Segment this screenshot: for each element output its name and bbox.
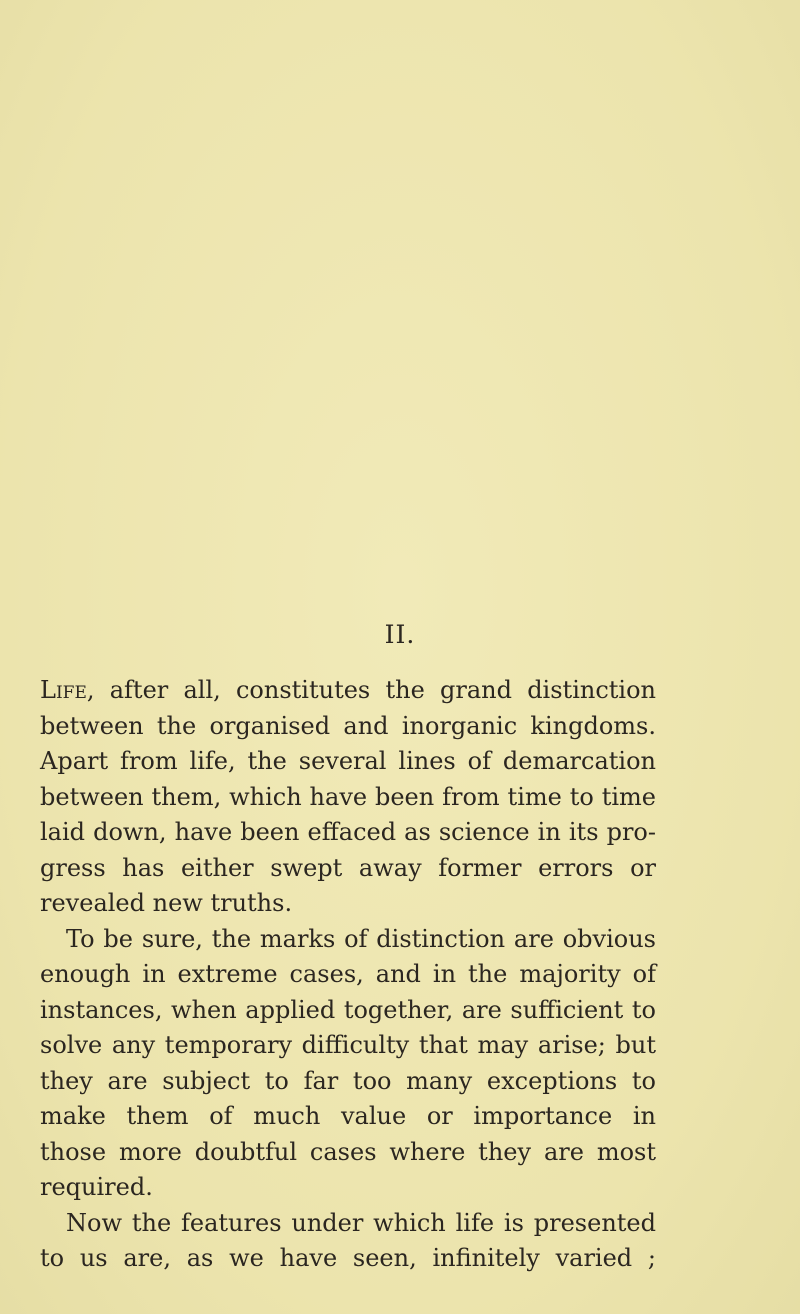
- text-line-2: between the organised and inorganic kingdoms.: [40, 711, 656, 740]
- text-line-7: revealed new truths.: [40, 889, 293, 917]
- text-line-11: solve any temporary difficulty that may arise; but: [40, 1031, 656, 1059]
- text-line-8: To be sure, the marks of distinction are obvious: [66, 924, 656, 953]
- text-line-5: laid down, have been effaced as science in its pro-: [40, 818, 656, 846]
- body-text: [40, 673, 656, 1277]
- drop-word: Life,: [40, 676, 95, 704]
- text-line-4: between them, which have been from time to time: [40, 782, 656, 811]
- text-line-1: [40, 673, 656, 709]
- text-line-14: those more doubtful cases where they are most: [40, 1137, 656, 1166]
- text-line-3: Apart from life, the several lines of demarcation: [40, 747, 656, 775]
- text-line-10: instances, when applied together, are sufficient to: [40, 995, 656, 1024]
- text-line-6: gress has either swept away former errors or: [40, 853, 656, 882]
- text-line-16: Now the features under which life is presented: [66, 1208, 656, 1237]
- text-line-15: required.: [40, 1173, 153, 1201]
- text-line-9: enough in extreme cases, and in the majority of: [40, 960, 656, 988]
- chapter-heading: II.: [384, 620, 416, 649]
- text-line-13: make them of much value or importance in: [40, 1102, 656, 1130]
- text-line-1-rest: after all, constitutes the grand distinction: [94, 676, 656, 704]
- text-line-17: to us are, as we have seen, infinitely varied ;: [40, 1244, 656, 1272]
- text-line-12: they are subject to far too many exceptions to: [40, 1066, 656, 1095]
